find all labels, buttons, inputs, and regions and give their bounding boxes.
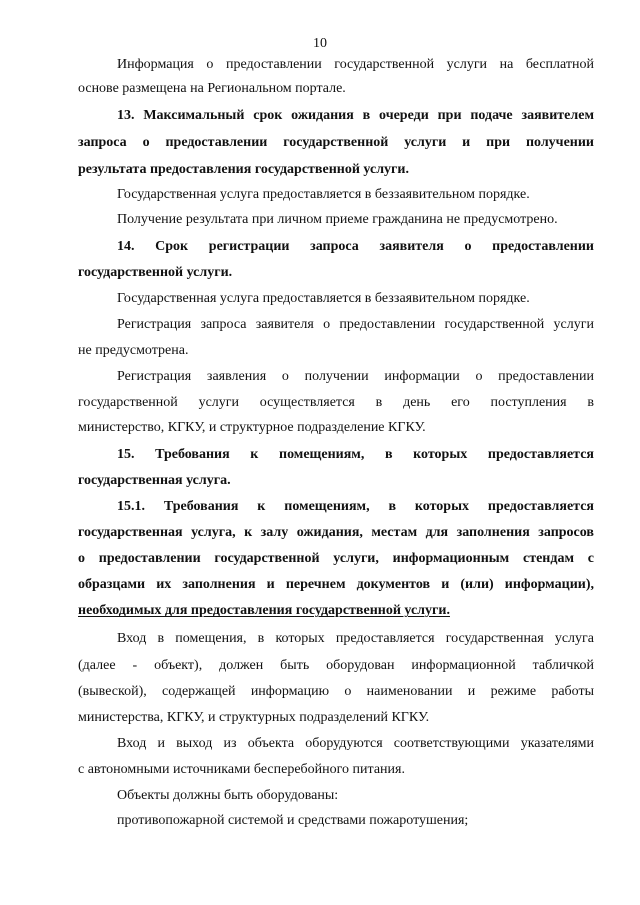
text-line: Информация о предоставлении государственной услуги на бесплатной	[117, 57, 594, 72]
text-line: государственной услуги осуществляется в день его поступления в	[78, 395, 594, 410]
subsection-heading-line: государственная услуга, к залу ожидания, местам для заполнения запросов	[78, 525, 594, 540]
subsection-heading-line: образцами их заполнения и перечнем документов и (или) информации),	[78, 577, 594, 592]
text-line: основе размещена на Региональном портале.	[78, 81, 346, 96]
section-heading-line: государственной услуги.	[78, 265, 233, 280]
section-heading-line: 14. Срок регистрации запроса заявителя о предоставлении	[117, 239, 594, 254]
text-line: Регистрация заявления о получении информации о предоставлении	[117, 369, 594, 384]
text-line: Объекты должны быть оборудованы:	[117, 788, 339, 803]
text-line: (далее - объект), должен быть оборудован информационной табличкой	[78, 658, 594, 673]
text-line: с автономными источниками бесперебойного питания.	[78, 762, 405, 777]
section-heading-line: 13. Максимальный срок ожидания в очереди при подаче заявителем	[117, 108, 594, 123]
subsection-heading-line: 15.1. Требования к помещениям, в которых предоставляется	[117, 499, 594, 514]
section-heading-line: результата предоставления государственной услуги.	[78, 162, 409, 177]
text-line: не предусмотрена.	[78, 343, 189, 358]
text-line: министерство, КГКУ, и структурное подразделение КГКУ.	[78, 420, 426, 435]
subsection-heading-line: о предоставлении государственной услуги, информационным стендам с	[78, 551, 594, 566]
section-heading-line: запроса о предоставлении государственной услуги и при получении	[78, 135, 594, 150]
text-line: (вывеской), содержащей информацию о наименовании и режиме работы	[78, 684, 594, 699]
section-heading-line: 15. Требования к помещениям, в которых предоставляется	[117, 447, 594, 462]
text-line: министерства, КГКУ, и структурных подразделений КГКУ.	[78, 710, 430, 725]
text-line: Государственная услуга предоставляется в беззаявительном порядке.	[117, 187, 530, 202]
text-line: противопожарной системой и средствами пожаротушения;	[117, 813, 469, 828]
text-line: Государственная услуга предоставляется в беззаявительном порядке.	[117, 291, 530, 306]
text-line: Регистрация запроса заявителя о предоставлении государственной услуги	[117, 317, 594, 332]
text-line: Вход в помещения, в которых предоставляется государственная услуга	[117, 631, 594, 646]
text-line: Получение результата при личном приеме гражданина не предусмотрено.	[117, 212, 558, 227]
subsection-heading-line: необходимых для предоставления государственной услуги.	[78, 603, 450, 618]
section-heading-line: государственная услуга.	[78, 473, 231, 488]
page-number: 10	[313, 36, 327, 51]
text-line: Вход и выход из объекта оборудуются соответствующими указателями	[117, 736, 594, 751]
